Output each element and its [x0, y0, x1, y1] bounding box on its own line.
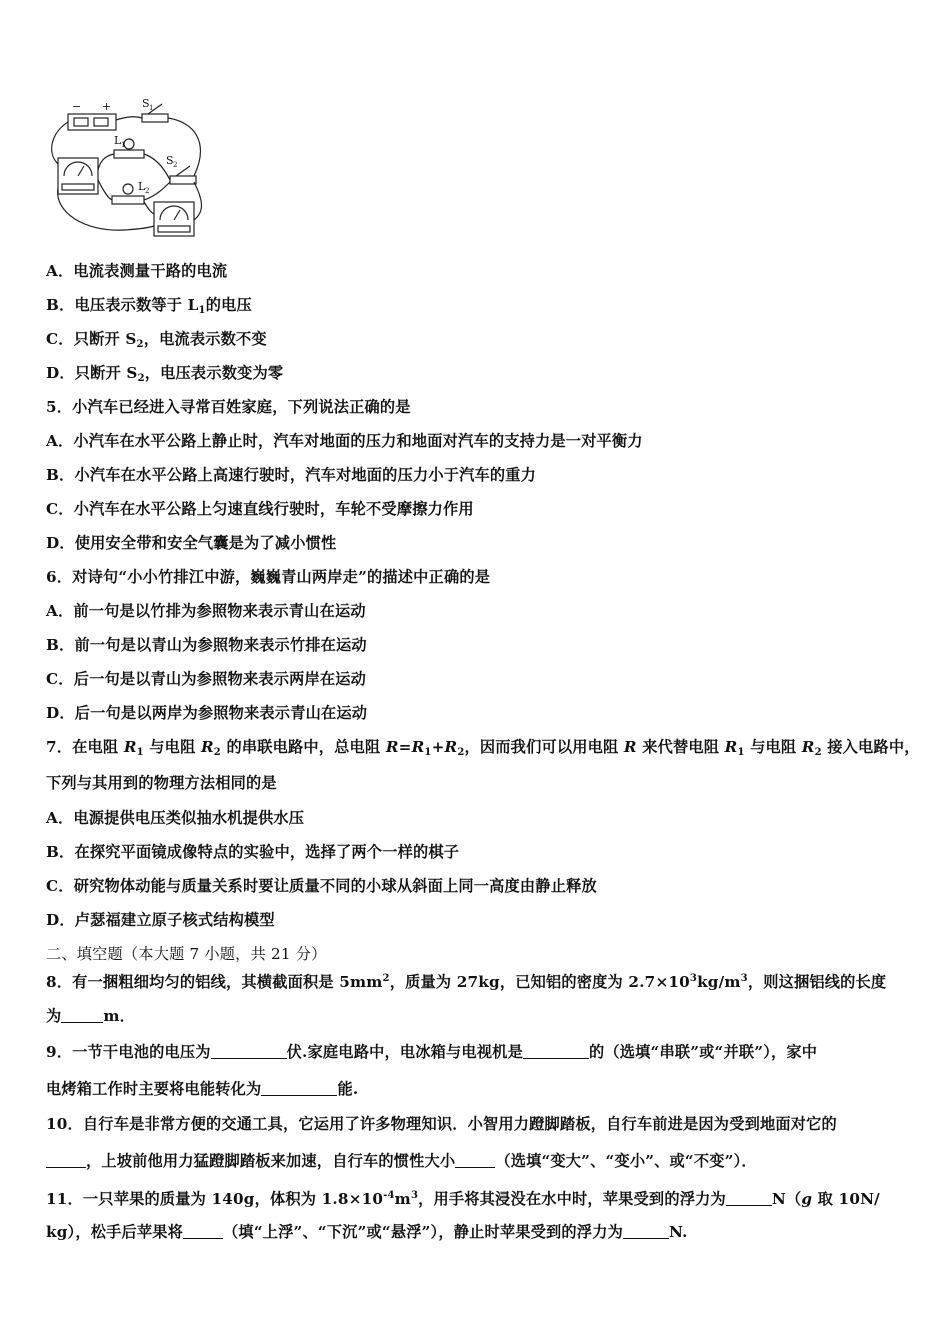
q6-option-c: C．后一句是以青山为参照物来表示两岸在运动 [46, 670, 367, 688]
q4-option-c: C．只断开 $S_2$，电流表示数不变 [46, 330, 267, 350]
q8-blank[interactable] [61, 1008, 103, 1023]
q9-line1: 9．一节干电池的电压为 伏.家庭电路中，电冰箱与电视机是 的（选填“串联”或“并联”），家中 [46, 1043, 818, 1061]
q7-option-c: C．研究物体动能与质量关系时要让质量不同的小球从斜面上同一高度由静止释放 [46, 877, 597, 895]
q9-blank-3[interactable] [261, 1081, 337, 1096]
q8-line2: 为 m． [46, 1007, 136, 1025]
circuit-diagram [44, 92, 216, 242]
q11-blank-1[interactable] [726, 1191, 772, 1206]
s2-label: S [166, 154, 174, 167]
q4-option-b: B．电压表示数等于 $L_1$的电压 [46, 296, 252, 316]
q5-option-d: D．使用安全带和安全气囊是为了减小惯性 [46, 534, 337, 552]
q7-option-d: D．卢瑟福建立原子核式结构模型 [46, 911, 275, 929]
minus-label: − [72, 100, 82, 113]
q6-option-b: B．前一句是以青山为参照物来表示竹排在运动 [46, 636, 367, 654]
q9-line2: 电烤箱工作时主要将电能转化为 能. [46, 1080, 359, 1098]
lamp-l1 [114, 150, 144, 158]
l2-sub: 2 [145, 187, 150, 195]
s2-sub: 2 [173, 161, 178, 169]
plus-label: + [102, 100, 112, 113]
q6-option-a: A．前一句是以竹排为参照物来表示青山在运动 [46, 602, 366, 620]
q6-stem: 6．对诗句“小小竹排江中游，巍巍青山两岸走”的描述中正确的是 [46, 568, 491, 586]
q5-option-b: B．小汽车在水平公路上高速行驶时，汽车对地面的压力小于汽车的重力 [46, 466, 537, 484]
battery [68, 114, 116, 130]
q4-option-d: D．只断开 $S_2$，电压表示数变为零 [46, 364, 284, 384]
l2-label: L [138, 180, 146, 193]
q10-blank-1[interactable] [46, 1153, 86, 1168]
q9-blank-2[interactable] [523, 1044, 589, 1059]
l1-label: L [114, 134, 122, 147]
q6-option-d: D．后一句是以两岸为参照物来表示青山在运动 [46, 704, 368, 722]
q11-line2: kg），松手后苹果将 （填“上浮”、“下沉”或“悬浮”），静止时苹果受到的浮力为 N. [46, 1223, 688, 1241]
l1-sub: 1 [121, 141, 126, 149]
switch-s1 [142, 114, 168, 122]
q5-option-a: A．小汽车在水平公路上静止时，汽车对地面的压力和地面对汽车的支持力是一对平衡力 [46, 432, 643, 450]
q11-line1: 11．一只苹果的质量为 140g，体积为 $1.8\times 10^{-4}m^3$，用手将其浸没在水中时，苹果受到的浮力为 N（g 取 10N/ [46, 1190, 880, 1208]
q5-stem: 5．小汽车已经进入寻常百姓家庭，下列说法正确的是 [46, 398, 411, 416]
s1-label: S [142, 97, 150, 110]
q4-option-a: A．电流表测量干路的电流 [46, 262, 228, 280]
q10-line1: 10．自行车是非常方便的交通工具，它运用了许多物理知识．小智用力蹬脚踏板，自行车前进是因为受到地面对它的 [46, 1115, 837, 1133]
q11-blank-2[interactable] [183, 1224, 223, 1239]
q11-blank-3[interactable] [623, 1224, 669, 1239]
q5-option-c: C．小汽车在水平公路上匀速直线行驶时，车轮不受摩擦力作用 [46, 500, 474, 518]
q7-option-b: B．在探究平面镜成像特点的实验中，选择了两个一样的棋子 [46, 843, 460, 861]
q10-blank-2[interactable] [455, 1153, 495, 1168]
switch-s2 [170, 176, 196, 184]
q10-line2: ，上坡前他用力猛蹬脚踏板来加速，自行车的惯性大小 （选填“变大”、“变小”、或“不变”）． [46, 1151, 757, 1171]
q7-option-a: A．电源提供电压类似抽水机提供水压 [46, 809, 305, 827]
s1-sub: 1 [149, 104, 154, 112]
q7-stem-line2: 下列与其用到的物理方法相同的是 [46, 774, 277, 792]
q7-stem-line1: 7．在电阻 $R_1$ 与电阻 $R_2$ 的串联电路中，总电阻 $R=R_1+R_2$，因而我们可以用电阻 R 来代替电阻 $R_1$ 与电阻 $R_2$ 接入电路中， [46, 738, 920, 758]
lamp-l2 [112, 196, 144, 204]
q8-line1: 8．有一捆粗细均匀的铝线，其横截面积是 $5mm^2$，质量为 27kg，已知铝的密度为 $2.7\times 10^3kg/m^3$，则这捆铝线的长度 [46, 973, 887, 991]
q9-blank-1[interactable] [211, 1044, 287, 1059]
section-heading: 二、填空题（本大题 7 小题，共 21 分） [46, 945, 327, 963]
